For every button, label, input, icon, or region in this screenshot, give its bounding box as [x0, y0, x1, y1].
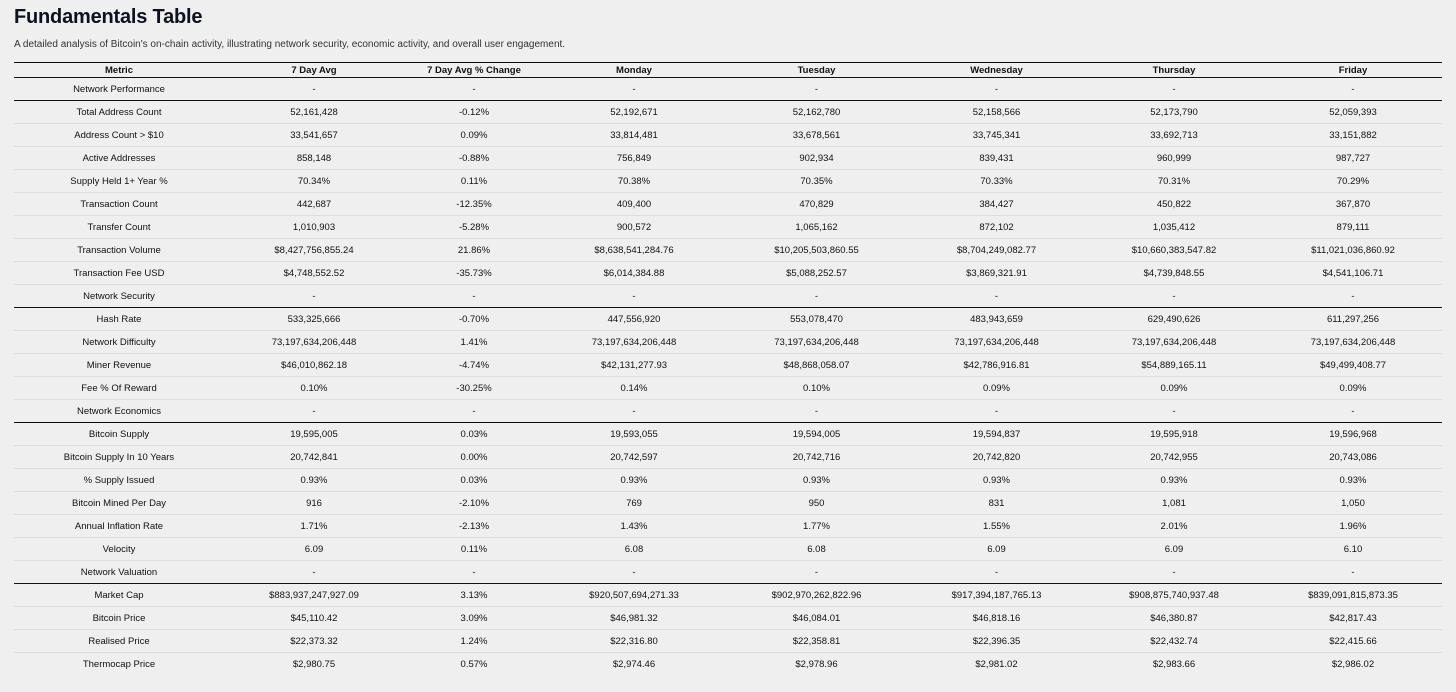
table-cell: 0.14%	[544, 377, 724, 400]
table-row	[14, 262, 1442, 285]
table-cell: 409,400	[544, 193, 724, 216]
table-cell: -	[404, 561, 544, 584]
table-cell: 1.96%	[1264, 515, 1442, 538]
table-cell: 611,297,256	[1264, 308, 1442, 331]
table-cell: $2,980.75	[292, 658, 336, 670]
metric-name: Hash Rate	[14, 308, 224, 331]
table-cell: $22,373.32	[224, 630, 404, 653]
table-cell: -	[1264, 400, 1442, 423]
table-cell: 3.09%	[404, 607, 544, 630]
table-row	[14, 515, 1442, 538]
metric-name: Market Cap	[14, 584, 224, 607]
table-cell: 0.03%	[404, 469, 544, 492]
table-cell: 447,556,920	[544, 308, 724, 331]
table-cell: -4.74%	[404, 354, 544, 377]
table-cell: 33,678,561	[724, 124, 909, 147]
table-cell: -	[909, 285, 1084, 308]
table-row	[14, 147, 1442, 170]
metric-name: Thermocap Price	[82, 658, 156, 670]
section-row	[14, 285, 1442, 308]
table-row	[14, 423, 1442, 446]
metric-name: Address Count > $10	[14, 124, 224, 147]
table-cell: 33,692,713	[1084, 124, 1264, 147]
table-cell: 52,059,393	[1264, 101, 1442, 124]
table-cell: $22,432.74	[1084, 630, 1264, 653]
table-row	[14, 469, 1442, 492]
section-row	[14, 78, 1442, 101]
table-cell: -	[1264, 561, 1442, 584]
table-cell: 0.09%	[909, 377, 1084, 400]
metric-name: Transaction Fee USD	[14, 262, 224, 285]
table-cell: -	[404, 78, 544, 101]
table-cell: -0.12%	[404, 101, 544, 124]
metric-name: Supply Held 1+ Year %	[14, 170, 224, 193]
table-cell: -12.35%	[404, 193, 544, 216]
table-cell: 1.55%	[909, 515, 1084, 538]
table-cell: $46,818.16	[909, 607, 1084, 630]
table-row	[14, 607, 1442, 630]
table-cell: $22,316.80	[544, 630, 724, 653]
table-cell: 52,161,428	[224, 101, 404, 124]
table-cell: $2,981.02	[975, 658, 1018, 670]
table-cell: $22,358.81	[724, 630, 909, 653]
table-cell: 0.57%	[460, 658, 488, 670]
table-cell: -	[404, 400, 544, 423]
table-cell: $46,084.01	[724, 607, 909, 630]
table-cell: 52,192,671	[544, 101, 724, 124]
table-row	[14, 193, 1442, 216]
table-cell: 916	[224, 492, 404, 515]
table-cell: 6.09	[1084, 538, 1264, 561]
page-subtitle: A detailed analysis of Bitcoin's on-chain activity, illustrating network security, economic activity, and overall user engagement.	[14, 39, 566, 50]
table-cell: 872,102	[909, 216, 1084, 239]
table-cell: 21.86%	[404, 239, 544, 262]
table-cell: -	[909, 561, 1084, 584]
table-cell: 0.93%	[224, 469, 404, 492]
table-cell: 0.09%	[1084, 377, 1264, 400]
table-cell: $8,638,541,284.76	[544, 239, 724, 262]
table-cell: 1,010,903	[224, 216, 404, 239]
table-cell: 2.01%	[1084, 515, 1264, 538]
column-header: Metric	[14, 63, 224, 78]
table-cell: 70.34%	[224, 170, 404, 193]
table-cell: 33,541,657	[224, 124, 404, 147]
table-cell: -	[724, 285, 909, 308]
table-cell: $6,014,384.88	[544, 262, 724, 285]
table-cell: 0.03%	[404, 423, 544, 446]
table-cell: 384,427	[909, 193, 1084, 216]
column-header: Tuesday	[724, 63, 909, 78]
table-cell: -30.25%	[404, 377, 544, 400]
table-cell: 902,934	[724, 147, 909, 170]
table-cell: $46,010,862.18	[224, 354, 404, 377]
table-cell: 533,325,666	[224, 308, 404, 331]
table-row	[14, 492, 1442, 515]
table-cell: $8,427,756,855.24	[224, 239, 404, 262]
table-cell: 70.29%	[1264, 170, 1442, 193]
fundamentals-table	[14, 62, 1442, 675]
table-cell: $48,868,058.07	[724, 354, 909, 377]
table-cell: 442,687	[224, 193, 404, 216]
table-cell: 20,742,597	[544, 446, 724, 469]
table-cell: 0.93%	[724, 469, 909, 492]
table-cell: $908,875,740,937.48	[1084, 584, 1264, 607]
table-cell: 0.10%	[724, 377, 909, 400]
table-cell: -	[724, 561, 909, 584]
table-cell: -	[544, 561, 724, 584]
table-cell: $49,499,408.77	[1264, 354, 1442, 377]
table-cell: $2,986.02	[1331, 658, 1375, 670]
table-row	[14, 170, 1442, 193]
table-cell: -5.28%	[404, 216, 544, 239]
table-cell: -	[1084, 78, 1264, 101]
table-cell: $2,978.96	[795, 658, 838, 670]
table-cell: $42,131,277.93	[544, 354, 724, 377]
table-cell: 70.31%	[1084, 170, 1264, 193]
table-cell: 0.11%	[404, 538, 544, 561]
table-row	[14, 308, 1442, 331]
table-cell: -	[724, 78, 909, 101]
table-cell: 70.33%	[909, 170, 1084, 193]
table-cell: 33,151,882	[1264, 124, 1442, 147]
metric-name: Fee % Of Reward	[14, 377, 224, 400]
metric-name: Bitcoin Supply In 10 Years	[14, 446, 224, 469]
table-cell: $902,970,262,822.96	[724, 584, 909, 607]
metric-name: Active Addresses	[14, 147, 224, 170]
table-cell: 367,870	[1264, 193, 1442, 216]
table-cell: 20,743,086	[1264, 446, 1442, 469]
table-cell: 19,595,918	[1084, 423, 1264, 446]
table-cell: -2.10%	[404, 492, 544, 515]
table-cell: 1.41%	[404, 331, 544, 354]
table-cell: 70.35%	[724, 170, 909, 193]
table-cell: 0.93%	[1084, 469, 1264, 492]
table-cell: 1,050	[1264, 492, 1442, 515]
table-cell: 73,197,634,206,448	[224, 331, 404, 354]
table-cell: $5,088,252.57	[724, 262, 909, 285]
metric-name: Total Address Count	[14, 101, 224, 124]
metric-name: Annual Inflation Rate	[14, 515, 224, 538]
table-cell: $839,091,815,873.35	[1264, 584, 1442, 607]
table-cell: $4,739,848.55	[1084, 262, 1264, 285]
table-cell: -	[544, 285, 724, 308]
table-cell: 839,431	[909, 147, 1084, 170]
column-header: Monday	[544, 63, 724, 78]
section-label: Network Security	[14, 285, 224, 308]
table-cell: $42,817.43	[1264, 607, 1442, 630]
table-cell: 19,596,968	[1264, 423, 1442, 446]
table-cell: 450,822	[1084, 193, 1264, 216]
table-cell: 6.10	[1264, 538, 1442, 561]
table-row	[14, 377, 1442, 400]
table-cell: -	[224, 78, 404, 101]
metric-name: % Supply Issued	[14, 469, 224, 492]
table-cell: 73,197,634,206,448	[909, 331, 1084, 354]
table-row	[14, 653, 1442, 676]
table-cell: 6.09	[909, 538, 1084, 561]
table-cell: 483,943,659	[909, 308, 1084, 331]
table-cell: -	[1084, 400, 1264, 423]
metric-name: Velocity	[14, 538, 224, 561]
table-cell: -2.13%	[404, 515, 544, 538]
table-cell: 858,148	[224, 147, 404, 170]
column-header: Thursday	[1084, 63, 1264, 78]
table-cell: 6.09	[224, 538, 404, 561]
table-row	[14, 216, 1442, 239]
table-cell: -	[724, 400, 909, 423]
table-cell: 0.09%	[404, 124, 544, 147]
table-cell: -	[1264, 285, 1442, 308]
table-cell: 0.93%	[544, 469, 724, 492]
table-cell: -	[224, 561, 404, 584]
table-cell: $8,704,249,082.77	[909, 239, 1084, 262]
table-cell: $46,981.32	[544, 607, 724, 630]
table-cell: 0.93%	[909, 469, 1084, 492]
column-header: Friday	[1264, 63, 1442, 78]
table-cell: -	[544, 400, 724, 423]
table-cell: 52,173,790	[1084, 101, 1264, 124]
table-cell: -	[224, 285, 404, 308]
table-cell: $2,983.66	[1152, 658, 1196, 670]
table-cell: -	[1264, 78, 1442, 101]
section-label: Network Valuation	[14, 561, 224, 584]
metric-name: Realised Price	[14, 630, 224, 653]
table-cell: 20,742,955	[1084, 446, 1264, 469]
table-cell: 52,158,566	[909, 101, 1084, 124]
table-cell: 20,742,820	[909, 446, 1084, 469]
table-cell: 19,594,837	[909, 423, 1084, 446]
table-cell: $54,889,165.11	[1084, 354, 1264, 377]
table-row	[14, 538, 1442, 561]
table-cell: $4,541,106.71	[1264, 262, 1442, 285]
table-cell: 0.09%	[1264, 377, 1442, 400]
table-cell: 0.10%	[224, 377, 404, 400]
table-cell: 0.11%	[404, 170, 544, 193]
table-cell: 6.08	[544, 538, 724, 561]
table-body	[14, 78, 1442, 676]
metric-name: Network Difficulty	[14, 331, 224, 354]
table-cell: 70.38%	[544, 170, 724, 193]
table-cell: 0.93%	[1264, 469, 1442, 492]
table-cell: $2,974.46	[612, 658, 656, 670]
metric-name: Transaction Count	[14, 193, 224, 216]
table-cell: -35.73%	[404, 262, 544, 285]
table-cell: 1.24%	[404, 630, 544, 653]
table-cell: 73,197,634,206,448	[1084, 331, 1264, 354]
table-cell: 33,745,341	[909, 124, 1084, 147]
table-cell: 19,595,005	[224, 423, 404, 446]
table-cell: 20,742,716	[724, 446, 909, 469]
table-cell: 960,999	[1084, 147, 1264, 170]
table-cell: $42,786,916.81	[909, 354, 1084, 377]
table-cell: 19,593,055	[544, 423, 724, 446]
column-header: 7 Day Avg % Change	[404, 63, 544, 78]
table-row	[14, 331, 1442, 354]
table-row	[14, 630, 1442, 653]
table-cell: 1.43%	[544, 515, 724, 538]
table-cell: $3,869,321.91	[909, 262, 1084, 285]
table-cell: 33,814,481	[544, 124, 724, 147]
table-cell: 73,197,634,206,448	[1264, 331, 1442, 354]
table-cell: 769	[544, 492, 724, 515]
table-cell: $45,110.42	[224, 607, 404, 630]
table-cell: $10,205,503,860.55	[724, 239, 909, 262]
table-cell: 20,742,841	[224, 446, 404, 469]
table-cell: 52,162,780	[724, 101, 909, 124]
table-cell: 987,727	[1264, 147, 1442, 170]
table-cell: -	[1084, 285, 1264, 308]
table-row	[14, 584, 1442, 607]
table-cell: $920,507,694,271.33	[544, 584, 724, 607]
table-cell: -	[224, 400, 404, 423]
metric-name: Bitcoin Supply	[14, 423, 224, 446]
table-cell: 629,490,626	[1084, 308, 1264, 331]
table-header-row	[14, 63, 1442, 78]
section-label: Network Economics	[14, 400, 224, 423]
table-row	[14, 446, 1442, 469]
metric-name: Transaction Volume	[14, 239, 224, 262]
table-cell: 3.13%	[404, 584, 544, 607]
column-header: 7 Day Avg	[224, 63, 404, 78]
metric-name: Miner Revenue	[14, 354, 224, 377]
table-cell: 900,572	[544, 216, 724, 239]
table-cell: 0.00%	[404, 446, 544, 469]
table-cell: -0.88%	[404, 147, 544, 170]
metric-name: Bitcoin Price	[14, 607, 224, 630]
table-cell: 73,197,634,206,448	[724, 331, 909, 354]
table-cell: 1.77%	[724, 515, 909, 538]
table-cell: -0.70%	[404, 308, 544, 331]
table-cell: -	[1084, 561, 1264, 584]
table-cell: $917,394,187,765.13	[909, 584, 1084, 607]
table-cell: 756,849	[544, 147, 724, 170]
table-cell: $22,396.35	[909, 630, 1084, 653]
table-cell: 6.08	[724, 538, 909, 561]
section-row	[14, 561, 1442, 584]
table-cell: 879,111	[1264, 216, 1442, 239]
table-cell: $46,380.87	[1084, 607, 1264, 630]
table-cell: $22,415.66	[1264, 630, 1442, 653]
metric-name: Bitcoin Mined Per Day	[14, 492, 224, 515]
table-row	[14, 101, 1442, 124]
table-cell: 950	[724, 492, 909, 515]
page-title: Fundamentals Table	[14, 6, 203, 28]
table-row	[14, 239, 1442, 262]
table-cell: 1,081	[1084, 492, 1264, 515]
table-cell: 470,829	[724, 193, 909, 216]
table-cell: -	[544, 78, 724, 101]
table-cell: -	[404, 285, 544, 308]
table-cell: -	[909, 78, 1084, 101]
table-row	[14, 124, 1442, 147]
table-cell: -	[909, 400, 1084, 423]
column-header: Wednesday	[909, 63, 1084, 78]
table-cell: 1,065,162	[724, 216, 909, 239]
table-cell: 1.71%	[224, 515, 404, 538]
table-cell: 19,594,005	[724, 423, 909, 446]
table-cell: 831	[909, 492, 1084, 515]
table-cell: 553,078,470	[724, 308, 909, 331]
table-cell: 1,035,412	[1084, 216, 1264, 239]
table-cell: $11,021,036,860.92	[1264, 239, 1442, 262]
table-cell: $10,660,383,547.82	[1084, 239, 1264, 262]
table-row	[14, 354, 1442, 377]
table-cell: $4,748,552.52	[224, 262, 404, 285]
table-cell: $883,937,247,927.09	[224, 584, 404, 607]
table-cell: 73,197,634,206,448	[544, 331, 724, 354]
section-row	[14, 400, 1442, 423]
metric-name: Transfer Count	[14, 216, 224, 239]
section-label: Network Performance	[14, 78, 224, 101]
